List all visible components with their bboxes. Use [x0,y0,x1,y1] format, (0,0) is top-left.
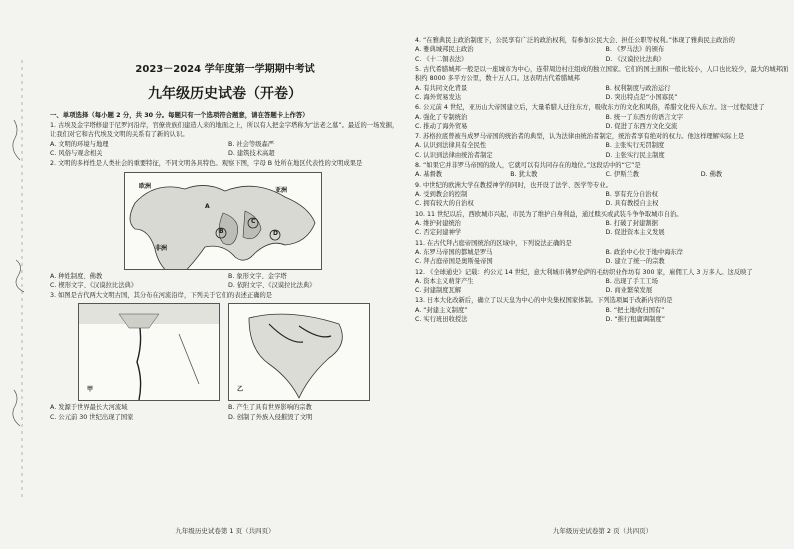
option: B. 象形文字、金字塔 [228,272,287,280]
option: C. 楔形文字、《汉谟拉比法典》 [50,281,138,289]
option: D. 商业繁荣发展 [605,287,653,295]
question-1: 1. 古埃及金字塔修建于尼罗河沿岸，官僚贵族们建造人来的地面之上，所以有人把金字塔称为“法老之墓”。最近的一场发掘，让我们对它和古代埃及文明的关系有了新的认识。 [50,121,399,139]
question-3: 3. 如图是古代两大文明古国，其分布在河流沿岸，下列关于它们的表述正确的是 [50,292,273,300]
option: D. 突出特点是“小国寡民” [605,93,678,101]
option: A. 种姓制度、佛教 [50,272,103,280]
question-8-options [415,170,790,179]
map-label-a: A [205,202,210,210]
question-5-options [415,84,790,103]
option: C. 伊斯兰教 [605,171,640,179]
option: C. 拜占庭帝国是奥斯曼帝国 [415,258,493,266]
option: B. 出现了手工工场 [605,277,658,285]
question-12-options [415,277,790,296]
option: D. 具有教授自主权 [605,200,659,208]
world-map-svg [125,173,321,269]
question-13: 13. 日本大化改新后，确立了以天皇为中心的中央集权国家体制。下列选项属于改新内容的是 [415,297,673,305]
option: D. 《汉谟拉比法典》 [605,55,665,63]
map-label-africa: 非洲 [155,244,168,252]
option: A. 发源于世界最长大河流域 [50,404,128,412]
question-2: 2. 文明的多样性是人类社会的重要特征，不同文明各具特色。观察下图，字母 B 处所在地区代表性的文明成果是 [50,160,363,168]
option: A. 文明的环境与地理 [50,140,109,148]
question-8: 8. “如果它并非罗马帝国的敌人，它就可以有共同存在的地位。”这段话中的“它”是 [415,162,641,170]
option: C. 否定封建神学 [415,229,462,237]
question-13-options [415,306,790,325]
option: D. 促进资本主义发展 [605,229,665,237]
option: C. 公元前 30 世纪出现了国家 [50,413,134,421]
map-label-d: D [273,229,278,237]
option: A. 受到教会的控制 [415,191,468,198]
question-7-options [415,141,790,160]
question-5: 5. 古代希腊城邦一般是以一座城市为中心，连带周边村庄组成的独立国家。它们的国土面积一般比较小，人口也比较少，最大的城邦面积约 8000 多平方公里，数十万人口。这表明古代希腊城邦 [415,65,789,83]
option: D. 主张实行民主制度 [605,151,665,159]
question-10: 10. 11 世纪以后，西欧城市兴起，市民为了维护自身利益，通过赎买或武装斗争争取城市自治。 [415,210,683,218]
option: A. “封建主义制度” [415,306,468,314]
option: A. 维护封建统治 [415,219,461,227]
option: A. 雅典城邦民主政治 [415,46,474,54]
question-4-options [415,45,790,64]
option: A. 基督教 [415,171,443,179]
question-6-options [415,113,790,132]
map-label-c: C [251,217,256,225]
egypt-map-figure [78,303,220,401]
question-2-options [50,272,400,291]
map-label-asia: 亚洲 [275,186,288,194]
map-label-yi: 乙 [237,386,244,394]
india-map-figure [228,303,370,401]
option: D. 建立了统一的宗教 [605,258,665,266]
option: C. 海外贸易发达 [415,93,462,101]
question-9-options [415,190,790,209]
option: A. 资本主义萌芽产生 [415,277,474,285]
question-7: 7. 苏格拉底曾被当成罗马帝国的统治者的典型，认为法律由统治者制定，统治者享有绝对的权力。他这样理解实际上是 [415,133,745,141]
margin-handwriting [8,60,36,500]
question-12: 12. 《全球通史》记载：约公元 14 世纪，意大利城市佛罗伦萨的毛纺织业作坊有 300 家，雇佣工人 3 万多人。这反映了 [415,268,753,276]
map-label-jia: 甲 [87,386,94,394]
option: D. 促进了东西方文化交流 [605,122,678,130]
river-maps [78,303,400,401]
option: C. 认识到法律由统治者制定 [415,151,493,159]
option: D. 依附文字、《汉谟拉比法典》 [228,281,316,289]
question-4: 4. “在雅典民主政治制度下，公民享有广泛的政治权利，有参加公民大会、担任公职等权利。”体现了雅典民主政治的 [415,37,735,44]
option: B. 权利制度与政治运行 [605,84,671,92]
question-9: 9. 中世纪的欧洲大学在教授神学的同时，也开设了法学、医学等专业。 [415,181,612,189]
option: C. 实行班田收授法 [415,316,468,324]
option: B. “把土地收归国有” [605,306,665,314]
egypt-map-svg [79,304,219,400]
question-3-options [50,403,400,422]
option: B. 打破了封建割据 [605,219,658,227]
option: C. 推动了海外贸易 [415,122,468,130]
map-label-europe: 欧洲 [139,182,152,190]
page-footer-2: 九年级历史试卷第 2 页（共四页） [552,527,653,535]
option: B. 犹太教 [510,171,538,179]
question-6: 6. 公元前 4 世纪，亚历山大帝国建立后，大量希腊人迁往东方，吸收东方的文化和风俗，希腊文化传入东方。这一过程促进了 [415,104,765,112]
option: D. 佛教 [700,171,723,179]
section-heading: 一、单项选择（每小题 2 分，共 30 分。每题只有一个选项符合题意，请在答题卡上作答） [50,111,309,119]
question-1-options [50,140,400,159]
option: D. “推行租庸调制度” [605,316,665,324]
option: C. 封建制度瓦解 [415,287,462,295]
option: C. 《十二铜表法》 [415,55,468,63]
page-footer-1: 九年级历史试卷第 1 页（共四页） [175,527,275,535]
option: D. 建筑技术高超 [228,149,275,157]
option: B. 《罗马法》的颁布 [605,46,665,54]
page-1 [50,0,400,549]
option: B. 社会等级森严 [228,140,275,148]
option: B. 政治中心位于地中海东岸 [605,248,684,256]
option: B. 统一了东西方的语言文字 [605,113,684,121]
option: C. 风俗与观念相关 [50,149,103,157]
option: B. 主张实行无罚制度 [605,142,665,150]
exam-title: 2023－2024 学年度第一学期期中考试 [135,64,315,75]
india-map-svg [229,304,369,400]
option: A. 东罗马帝国的都城是罗马 [415,248,493,256]
question-10-options [415,219,790,238]
page-2 [415,0,790,549]
world-map-figure [124,172,322,270]
option: D. 创制了外族入侵摧毁了文明 [228,413,313,421]
option: A. 有共同文化背景 [415,84,468,92]
option: A. 认识到法律具有全民性 [415,142,487,150]
question-11: 11. 在古代拜占庭帝国统治的区域中，下列说法正确的是 [415,239,572,247]
map-label-b: B [219,227,224,235]
option: B. 产生了具有世界影响的宗教 [228,404,312,412]
option: B. 享有充分自治权 [605,191,658,198]
exam-subtitle: 九年级历史试卷（开卷） [148,86,302,102]
option: A. 强化了专制统治 [415,113,468,121]
question-11-options [415,248,790,267]
option: C. 拥有较大的自治权 [415,200,474,208]
